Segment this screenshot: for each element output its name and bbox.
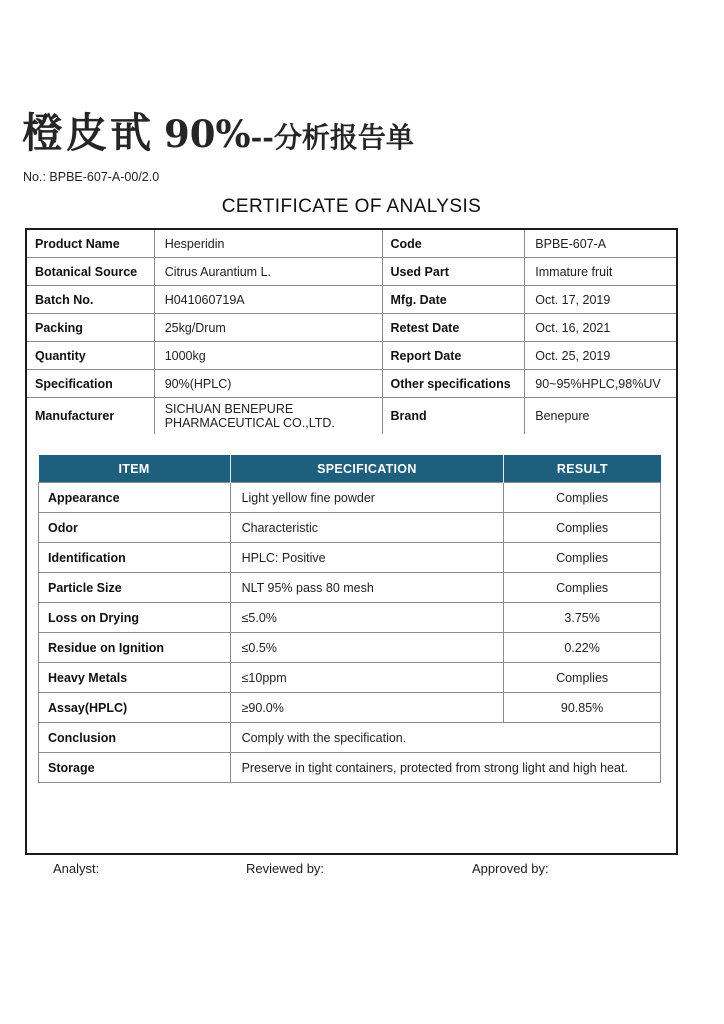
info-row — [27, 370, 676, 398]
spec-item: Residue on Ignition — [39, 633, 231, 663]
report-title-cn: --分析报告单 — [250, 121, 414, 154]
info-value: 25kg/Drum — [154, 314, 382, 342]
info-row — [27, 258, 676, 286]
spec-specification: HPLC: Positive — [230, 543, 504, 573]
info-label: Mfg. Date — [382, 286, 525, 314]
info-label: Other specifications — [382, 370, 525, 398]
spec-result: 0.22% — [504, 633, 661, 663]
info-row — [27, 398, 676, 435]
info-value: Oct. 17, 2019 — [525, 286, 676, 314]
document-number: No.: BPBE-607-A-00/2.0 — [23, 170, 160, 184]
info-row — [27, 230, 676, 258]
info-value: 90~95%HPLC,98%UV — [525, 370, 676, 398]
spec-item: Odor — [39, 513, 231, 543]
spec-row — [39, 633, 661, 663]
spec-row — [39, 663, 661, 693]
info-label: Retest Date — [382, 314, 525, 342]
info-label: Used Part — [382, 258, 525, 286]
info-label: Batch No. — [27, 286, 154, 314]
spec-result: Complies — [504, 513, 661, 543]
spec-row — [39, 693, 661, 723]
spec-item: Loss on Drying — [39, 603, 231, 633]
info-value: Immature fruit — [525, 258, 676, 286]
spec-header-result: RESULT — [504, 455, 661, 483]
info-label: Botanical Source — [27, 258, 154, 286]
signature-footer — [0, 861, 724, 881]
info-value: Oct. 16, 2021 — [525, 314, 676, 342]
spec-row — [39, 483, 661, 513]
info-value: SICHUAN BENEPURE PHARMACEUTICAL CO.,LTD. — [154, 398, 382, 435]
info-label: Code — [382, 230, 525, 258]
spec-result: 90.85% — [504, 693, 661, 723]
info-row — [27, 314, 676, 342]
product-info-table — [27, 230, 676, 434]
spec-row — [39, 513, 661, 543]
spec-item: Particle Size — [39, 573, 231, 603]
coa-heading: CERTIFICATE OF ANALYSIS — [221, 196, 482, 217]
info-value: Citrus Aurantium L. — [154, 258, 382, 286]
info-value: 1000kg — [154, 342, 382, 370]
spec-row — [39, 603, 661, 633]
spec-result: Complies — [504, 663, 661, 693]
spec-result: Complies — [504, 573, 661, 603]
page-title — [22, 100, 414, 159]
spec-item: Heavy Metals — [39, 663, 231, 693]
info-value: H041060719A — [154, 286, 382, 314]
spec-row — [39, 573, 661, 603]
info-row — [27, 342, 676, 370]
spec-specification: ≤10ppm — [230, 663, 504, 693]
spec-result: Complies — [504, 483, 661, 513]
info-label: Report Date — [382, 342, 525, 370]
product-name-cn: 橙皮甙 — [22, 109, 154, 157]
spec-row — [39, 543, 661, 573]
info-value: 90%(HPLC) — [154, 370, 382, 398]
info-value: Hesperidin — [154, 230, 382, 258]
analyst-label: Analyst: — [53, 861, 100, 876]
info-label: Product Name — [27, 230, 154, 258]
spec-specification: Comply with the specification. — [230, 723, 660, 753]
spec-specification: ≤0.5% — [230, 633, 504, 663]
info-value: BPBE-607-A — [525, 230, 676, 258]
spec-specification: Preserve in tight containers, protected from strong light and high heat. — [230, 753, 660, 783]
info-label: Manufacturer — [27, 398, 154, 435]
certificate-body — [25, 228, 678, 855]
spec-specification: Characteristic — [230, 513, 504, 543]
info-value: Benepure — [525, 398, 676, 435]
spec-item: Conclusion — [39, 723, 231, 753]
spec-header-row — [39, 455, 661, 483]
spec-item: Storage — [39, 753, 231, 783]
info-label: Brand — [382, 398, 525, 435]
info-label: Packing — [27, 314, 154, 342]
spec-item: Assay(HPLC) — [39, 693, 231, 723]
spec-specification: ≥90.0% — [230, 693, 504, 723]
info-value: Oct. 25, 2019 — [525, 342, 676, 370]
spec-result: 3.75% — [504, 603, 661, 633]
spec-result: Complies — [504, 543, 661, 573]
spec-header-item: ITEM — [39, 455, 231, 483]
analysis-spec-table — [38, 455, 661, 783]
info-row — [27, 286, 676, 314]
spec-item: Appearance — [39, 483, 231, 513]
spec-specification: ≤5.0% — [230, 603, 504, 633]
spec-row — [39, 723, 661, 753]
spec-specification: Light yellow fine powder — [230, 483, 504, 513]
spec-item: Identification — [39, 543, 231, 573]
approved-by-label: Approved by: — [472, 861, 549, 876]
spec-header-spec: SPECIFICATION — [230, 455, 504, 483]
info-label: Quantity — [27, 342, 154, 370]
purity-percent: 90% — [164, 112, 251, 156]
spec-row — [39, 753, 661, 783]
reviewed-by-label: Reviewed by: — [246, 861, 325, 876]
info-label: Specification — [27, 370, 154, 398]
spec-specification: NLT 95% pass 80 mesh — [230, 573, 504, 603]
